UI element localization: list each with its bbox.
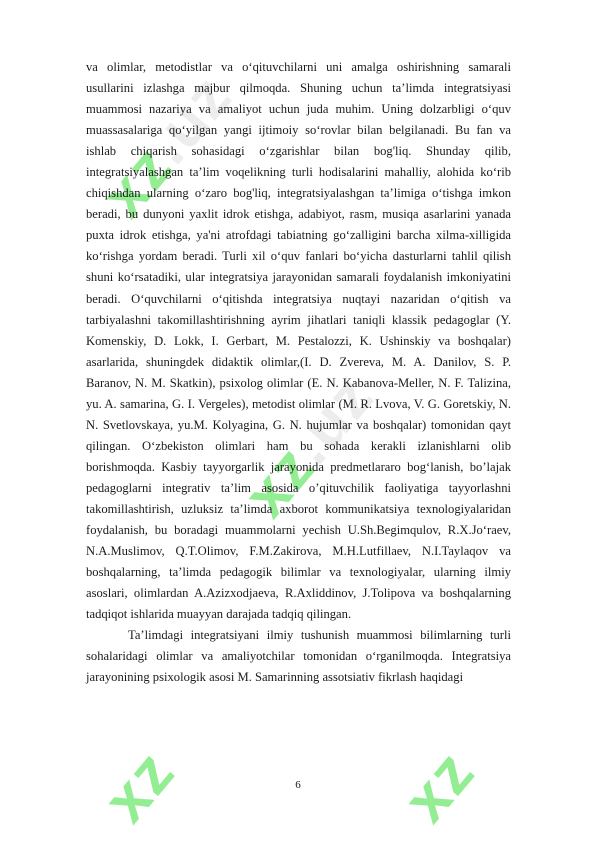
paragraph: va olimlar, metodistlar va o‘qituvchilarni uni amalga oshirishning samarali usullarini izlashga majbur qilmoqda. Shuning uchun ta’limda integratsiyasi muammosi nazariya va amaliyot uchun juda muhim. Uning dolzarbligi o‘quv muassasalariga qo‘yilgan yangi ijtimoiy so‘rovlar bilan belgilanadi. Bu fan va ishlab chiqarish sohasidagi o‘zgarishlar bilan bog'liq. Shunday qilib, integratsiyalashgan ta’lim voqelikning turli hodisalarini mahalliy, alohida ko‘rib chiqishdan ularning o‘zaro bog'liq, integratsiyalashgan ta’limiga o‘tishga imkon beradi, bu dunyoni yaxlit idrok etishga, adabiyot, rasm, musiqa asarlarini yanada puxta idrok etishga, ya'ni atrofdagi tabiatning go‘zalligini barcha xilma-xilligida ko‘rishga yordam beradi. Turli xil o‘quv fanlari bo‘yicha dasturlarni tahlil qilish shuni ko‘rsatadiki, ular integratsiya jarayonidan samarali foydalanish imkoniyatini beradi. O‘quvchilarni o‘qitishda integratsiya nuqtayi nazaridan o‘qitish va tarbiyalashni takomillashtirishning ayrim jihatlari taniqli klassik pedagoglar (Y. Komenskiy, D. Lokk, I. Gerbart, M. Pestalozzi, K. Ushinskiy va boshqalar) asarlarida, shuningdek didaktik olimlar,(I. D. Zvereva, M. A. Danilov, S. P. Baranov, N. M. Skatkin), psixolog olimlar (E. N. Kabanova-Meller, N. F. Talizina, yu. A. samarina, G. I. Vergeles), metodist olimlar (M. R. Lvova, V. G. Goretskiy, N. N. Svetlovskaya, yu.M. Kolyagina, G. N. hujumlar va boshqalar) tomonidan qayt qilingan. O‘zbekiston olimlari ham bu sohada kerakli izlanishlarni olib borishmoqda. Kasbiy tayyorgarlik jarayonida predmetlararo bog‘lanish, bo’lajak pedagoglarni integrativ ta’lim asosida o’qituvchilik faoliyatiga tayyorlashni takomillashtirish, uzluksiz ta’limda axborot kommunikatsiya texnologiyalaridan foydalanish, bu boradagi muammolarni yechish U.Sh.Begimqulov, R.X.Jo‘raev, N.A.Muslimov, Q.T.Olimov, F.M.Zakirova, M.H.Lutfillaev, N.I.Taylaqov va boshqalarning, ta’limda pedagogik bilimlar va texnologiyalar, ularning ilmiy asoslari, olimlardan A.Azizxodjaeva, R.Axliddinov, J.Tolipova va boshqalarning tadqiqot ishlarida muayyan darajada tadqiq qilingan. bbox=[86, 60, 511, 622]
page-number: 6 bbox=[295, 779, 301, 791]
watermark-logo: xz.uz bbox=[88, 61, 246, 230]
watermark-logo: xz.uz bbox=[230, 361, 388, 530]
watermark-logo: xz bbox=[390, 737, 489, 835]
watermark-logo: xz bbox=[90, 737, 189, 835]
document-body bbox=[86, 57, 511, 688]
paragraph: Ta’limdagi integratsiyani ilmiy tushunish muammosi bilimlarning turli sohalaridagi olimlar va amaliyotchilar tomonidan o‘rganilmoqda. Integratsiya jarayonining psixologik asosi M. Samarinning assotsiativ fikrlash haqidagi bbox=[86, 628, 511, 685]
